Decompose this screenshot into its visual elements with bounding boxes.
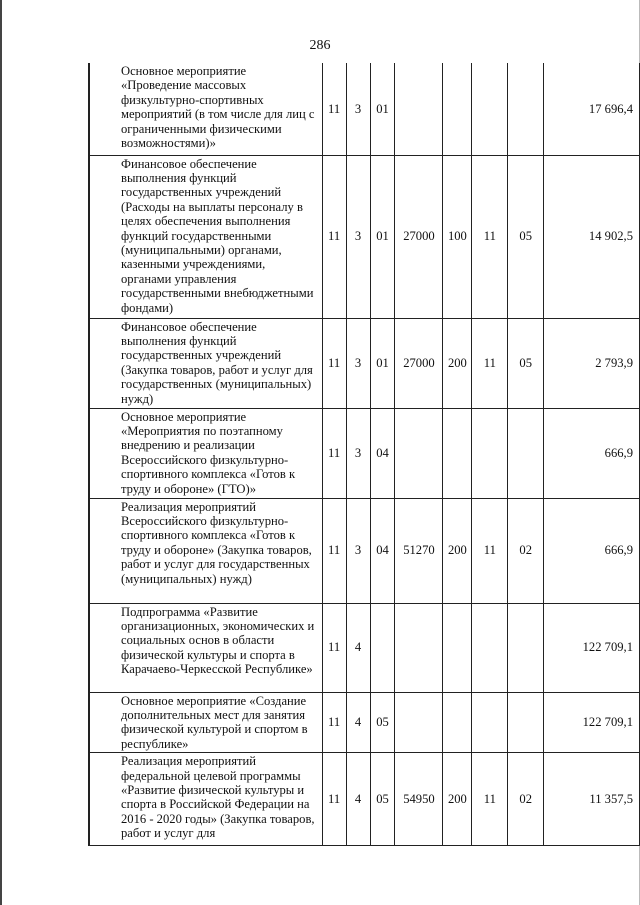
subsection-code: 4 (346, 753, 370, 846)
expense-type-code: 100 (443, 155, 472, 318)
chapter-code: 11 (472, 155, 508, 318)
subsection-code: 4 (346, 692, 370, 753)
subchapter-code: 05 (508, 318, 544, 408)
row-name: Финансовое обеспечение выполнения функций государственных учреждений (Расходы на выплаты персоналу в целях обеспечения выполнения функций государственными (муниципальными) органами, казенными учреждениями, органами управления государственными внебюджетными фондами) (90, 155, 323, 318)
direction-code (395, 408, 443, 498)
program-code: 05 (370, 692, 395, 753)
expense-type-code: 200 (443, 498, 472, 603)
subsection-code: 3 (346, 318, 370, 408)
scan-edge (0, 0, 2, 905)
row-name: Основное мероприятие «Создание дополнительных мест для занятия физической культурой и спортом в республике» (90, 692, 323, 753)
subchapter-code: 05 (508, 155, 544, 318)
chapter-code (472, 692, 508, 753)
section-code: 11 (322, 63, 346, 155)
subchapter-code (508, 692, 544, 753)
program-code: 04 (370, 408, 395, 498)
amount: 122 709,1 (544, 692, 640, 753)
section-code: 11 (322, 692, 346, 753)
table-row (89, 155, 640, 318)
program-code: 05 (370, 753, 395, 846)
program-code: 01 (370, 155, 395, 318)
page-number: 286 (309, 38, 331, 53)
direction-code: 27000 (395, 155, 443, 318)
subchapter-code: 02 (508, 753, 544, 846)
chapter-code (472, 603, 508, 692)
program-code: 01 (370, 63, 395, 155)
amount: 666,9 (544, 498, 640, 603)
subchapter-code (508, 408, 544, 498)
program-code (370, 603, 395, 692)
expense-type-code (443, 603, 472, 692)
budget-table (88, 63, 640, 846)
section-code: 11 (322, 753, 346, 846)
subsection-code: 3 (346, 498, 370, 603)
direction-code (395, 603, 443, 692)
row-name: Основное мероприятие «Мероприятия по поэтапному внедрению и реализации Всероссийского физкультурно-спортивного комплекса «Готов к труду и обороне» (ГТО)» (90, 408, 323, 498)
section-code: 11 (322, 155, 346, 318)
table-row (89, 498, 640, 603)
program-code: 04 (370, 498, 395, 603)
amount: 2 793,9 (544, 318, 640, 408)
subsection-code: 3 (346, 155, 370, 318)
table-row (89, 603, 640, 692)
direction-code: 27000 (395, 318, 443, 408)
section-code: 11 (322, 318, 346, 408)
table-row (89, 63, 640, 155)
expense-type-code (443, 63, 472, 155)
direction-code (395, 63, 443, 155)
chapter-code: 11 (472, 318, 508, 408)
amount: 17 696,4 (544, 63, 640, 155)
table-row (89, 692, 640, 753)
expense-type-code: 200 (443, 318, 472, 408)
table-row (89, 408, 640, 498)
subchapter-code (508, 63, 544, 155)
subsection-code: 3 (346, 63, 370, 155)
chapter-code (472, 63, 508, 155)
row-name: Основное мероприятие «Проведение массовых физкультурно-спортивных мероприятий (в том числе для лиц с ограниченными физическими возможностями)» (90, 63, 323, 155)
program-code: 01 (370, 318, 395, 408)
amount: 666,9 (544, 408, 640, 498)
section-code: 11 (322, 498, 346, 603)
row-name: Реализация мероприятий федеральной целевой программы «Развитие физической культуры и спорта в Российской Федерации на 2016 - 2020 годы» (Закупка товаров, работ и услуг для (90, 753, 323, 846)
table-row (89, 318, 640, 408)
row-name: Финансовое обеспечение выполнения функций государственных учреждений (Закупка товаров, работ и услуг для государственных (муниципальных) нужд) (90, 318, 323, 408)
row-name: Реализация мероприятий Всероссийского физкультурно-спортивного комплекса «Готов к труду и обороне» (Закупка товаров, работ и услуг для государственных (муниципальных) нужд) (90, 498, 323, 603)
subchapter-code (508, 603, 544, 692)
direction-code (395, 692, 443, 753)
amount: 11 357,5 (544, 753, 640, 846)
direction-code: 51270 (395, 498, 443, 603)
chapter-code: 11 (472, 753, 508, 846)
subchapter-code: 02 (508, 498, 544, 603)
amount: 122 709,1 (544, 603, 640, 692)
subsection-code: 4 (346, 603, 370, 692)
expense-type-code (443, 692, 472, 753)
table-row (89, 753, 640, 846)
expense-type-code: 200 (443, 753, 472, 846)
amount: 14 902,5 (544, 155, 640, 318)
subsection-code: 3 (346, 408, 370, 498)
row-name: Подпрограмма «Развитие организационных, экономических и социальных основ в области физической культуры и спорта в Карачаево-Черкесской Республике» (90, 603, 323, 692)
section-code: 11 (322, 408, 346, 498)
chapter-code (472, 408, 508, 498)
direction-code: 54950 (395, 753, 443, 846)
section-code: 11 (322, 603, 346, 692)
chapter-code: 11 (472, 498, 508, 603)
expense-type-code (443, 408, 472, 498)
